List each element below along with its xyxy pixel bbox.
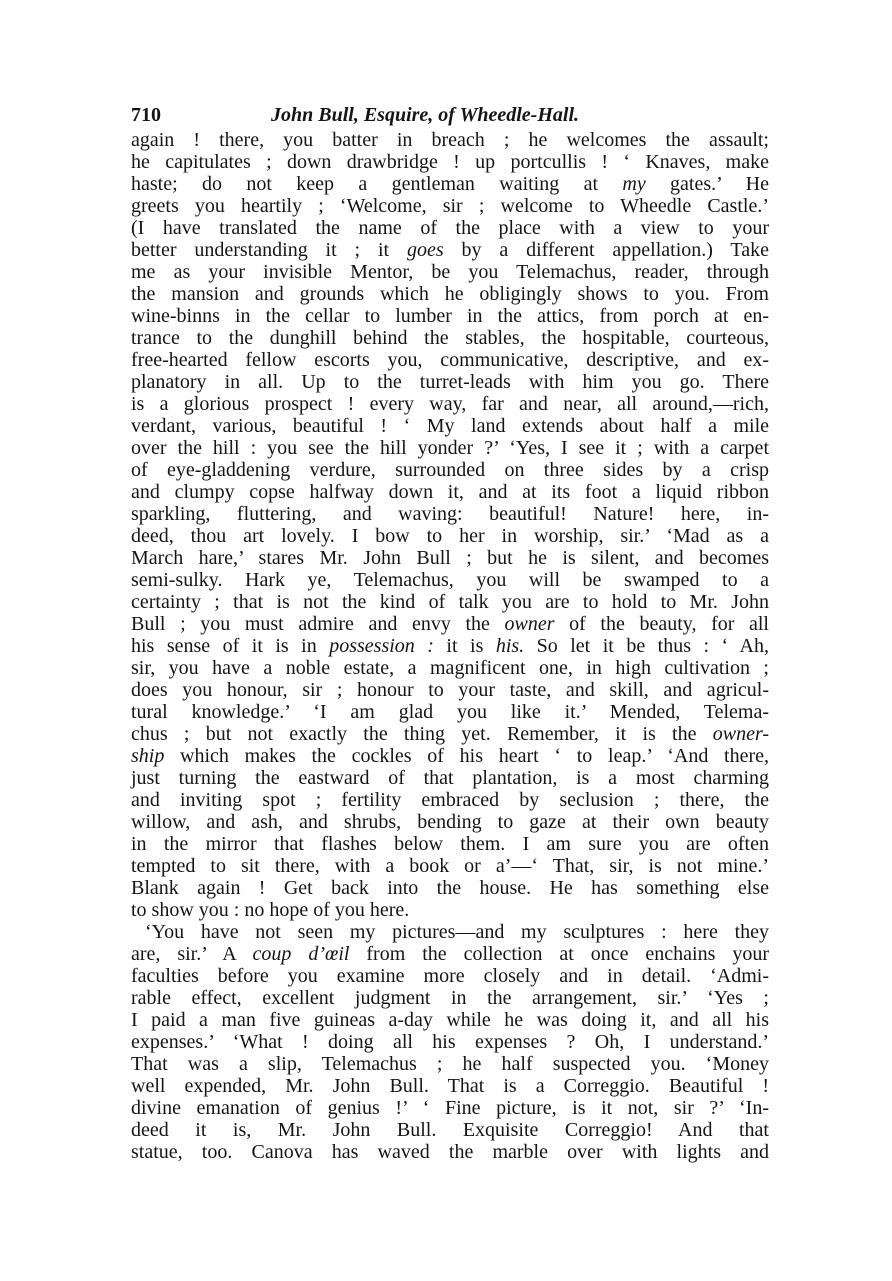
text-line [131, 1141, 769, 1163]
text-segment: gates.’ He [645, 173, 769, 195]
text-line [131, 349, 769, 371]
text-line [131, 129, 769, 151]
text-segment: wine-binns in the cellar to lumber in the attics, from porch at en- [131, 305, 769, 327]
text-line [131, 855, 769, 877]
text-segment: free-hearted fellow escorts you, communicative, descriptive, and ex- [131, 349, 769, 371]
running-header [131, 104, 769, 130]
text-segment: expenses.’ ‘What ! doing all his expenses ? Oh, I understand.’ [131, 1031, 769, 1053]
text-segment: divine emanation of genius !’ ‘ Fine picture, is it not, sir ?’ ‘In- [131, 1097, 769, 1119]
text-segment: well expended, Mr. John Bull. That is a Correggio. Beautiful ! [131, 1075, 769, 1097]
text-line [131, 921, 769, 943]
text-line [131, 569, 769, 591]
text-segment: That was a slip, Telemachus ; he half suspected you. ‘Money [131, 1053, 769, 1075]
text-segment: me as your invisible Mentor, be you Telemachus, reader, through [131, 261, 769, 283]
text-segment: semi-sulky. Hark ye, Telemachus, you will be swamped to a [131, 569, 769, 591]
text-line [131, 151, 769, 173]
text-segment: better understanding it ; it [131, 239, 407, 261]
text-line [131, 657, 769, 679]
italic-text: owner [504, 613, 555, 635]
text-segment: I paid a man five guineas a-day while he was doing it, and all his [131, 1009, 769, 1031]
text-line [131, 591, 769, 613]
text-segment: March hare,’ stares Mr. John Bull ; but he is silent, and becomes [131, 547, 769, 569]
italic-text: his. [495, 635, 525, 657]
text-segment: in the mirror that flashes below them. I am sure you are often [131, 833, 769, 855]
text-segment: just turning the eastward of that plantation, is a most charming [131, 767, 769, 789]
text-line [131, 481, 769, 503]
text-segment: over the hill : you see the hill yonder ?’ ‘Yes, I see it ; with a carpet [131, 437, 769, 459]
text-segment: greets you heartily ; ‘Welcome, sir ; welcome to Wheedle Castle.’ [131, 195, 769, 217]
text-segment: are, sir.’ A [131, 943, 253, 965]
text-line [131, 1119, 769, 1141]
text-segment: the mansion and grounds which he obligingly shows to you. From [131, 283, 769, 305]
text-segment: tempted to sit there, with a book or a’—‘ That, sir, is not mine.’ [131, 855, 769, 877]
text-line [131, 679, 769, 701]
text-line [131, 547, 769, 569]
text-line [131, 1097, 769, 1119]
text-line [131, 195, 769, 217]
text-line [131, 767, 769, 789]
text-line [131, 1009, 769, 1031]
text-segment: deed it is, Mr. John Bull. Exquisite Correggio! And that [131, 1119, 769, 1141]
text-segment: trance to the dunghill behind the stables, the hospitable, courteous, [131, 327, 769, 349]
text-segment: certainty ; that is not the kind of talk you are to hold to Mr. John [131, 591, 769, 613]
text-segment: which makes the cockles of his heart ‘ to leap.’ ‘And there, [164, 745, 769, 767]
page-number: 710 [131, 104, 161, 126]
text-segment: it is [433, 635, 496, 657]
text-segment: of the beauty, for all [554, 613, 769, 635]
text-line [131, 899, 769, 921]
text-line [131, 1053, 769, 1075]
running-title: John Bull, Esquire, of Wheedle-Hall. [271, 104, 580, 126]
text-segment: he capitulates ; down drawbridge ! up portcullis ! ‘ Knaves, make [131, 151, 769, 173]
text-segment: does you honour, sir ; honour to your taste, and skill, and agricul- [131, 679, 769, 701]
text-segment: verdant, various, beautiful ! ‘ My land extends about half a mile [131, 415, 769, 437]
text-line [131, 503, 769, 525]
italic-text: possession : [329, 635, 434, 657]
text-line [131, 1075, 769, 1097]
text-line [131, 965, 769, 987]
text-line [131, 371, 769, 393]
italic-text: coup d’œil [252, 943, 350, 965]
text-line [131, 701, 769, 723]
text-segment: (I have translated the name of the place with a view to your [131, 217, 769, 239]
italic-text: ship [131, 745, 165, 767]
text-segment: planatory in all. Up to the turret-leads with him you go. There [131, 371, 769, 393]
text-line [131, 789, 769, 811]
text-line [131, 833, 769, 855]
text-line [131, 217, 769, 239]
text-segment: from the collection at once enchains your [349, 943, 769, 965]
text-segment: is a glorious prospect ! every way, far and near, all around,—rich, [131, 393, 769, 415]
text-segment: Bull ; you must admire and envy the [131, 613, 505, 635]
text-segment: rable effect, excellent judgment in the arrangement, sir.’ ‘Yes ; [131, 987, 769, 1009]
text-segment: his sense of it is in [131, 635, 330, 657]
italic-text: my [622, 173, 646, 195]
text-line [131, 415, 769, 437]
text-segment: to show you : no hope of you here. [131, 899, 410, 921]
text-line [131, 305, 769, 327]
page-body-text [131, 129, 769, 1163]
text-line [131, 173, 769, 195]
text-line [131, 283, 769, 305]
text-segment: deed, thou art lovely. I bow to her in worship, sir.’ ‘Mad as a [131, 525, 769, 547]
text-segment: of eye-gladdening verdure, surrounded on three sides by a crisp [131, 459, 769, 481]
text-segment: again ! there, you batter in breach ; he welcomes the assault; [131, 129, 769, 151]
text-segment: faculties before you examine more closely and in detail. ‘Admi- [131, 965, 769, 987]
text-line [131, 525, 769, 547]
text-line [131, 811, 769, 833]
text-line [131, 943, 769, 965]
text-segment: statue, too. Canova has waved the marble over with lights and [131, 1141, 769, 1163]
text-segment: chus ; but not exactly the thing yet. Remember, it is the [131, 723, 713, 745]
text-segment: by a different appellation.) Take [443, 239, 770, 261]
text-line [131, 635, 769, 657]
text-segment: sir, you have a noble estate, a magnificent one, in high cultivation ; [131, 657, 769, 679]
text-line [131, 459, 769, 481]
text-segment: ‘You have not seen my pictures—and my sculptures : here they [145, 921, 769, 943]
text-line [131, 239, 769, 261]
text-line [131, 393, 769, 415]
text-line [131, 261, 769, 283]
text-segment: and inviting spot ; fertility embraced by seclusion ; there, the [131, 789, 769, 811]
text-line [131, 723, 769, 745]
text-line [131, 877, 769, 899]
text-line [131, 745, 769, 767]
text-segment: willow, and ash, and shrubs, bending to gaze at their own beauty [131, 811, 769, 833]
text-line [131, 613, 769, 635]
text-segment: haste; do not keep a gentleman waiting at [131, 173, 623, 195]
text-line [131, 327, 769, 349]
italic-text: goes [406, 239, 444, 261]
text-segment: sparkling, fluttering, and waving: beautiful! Nature! here, in- [131, 503, 769, 525]
text-segment: and clumpy copse halfway down it, and at its foot a liquid ribbon [131, 481, 769, 503]
text-segment: tural knowledge.’ ‘I am glad you like it.’ Mended, Telema- [131, 701, 769, 723]
text-line [131, 1031, 769, 1053]
text-segment: Blank again ! Get back into the house. He has something else [131, 877, 769, 899]
text-segment: So let it be thus : ‘ Ah, [524, 635, 770, 657]
italic-text: owner- [712, 723, 769, 745]
text-line [131, 437, 769, 459]
text-line [131, 987, 769, 1009]
